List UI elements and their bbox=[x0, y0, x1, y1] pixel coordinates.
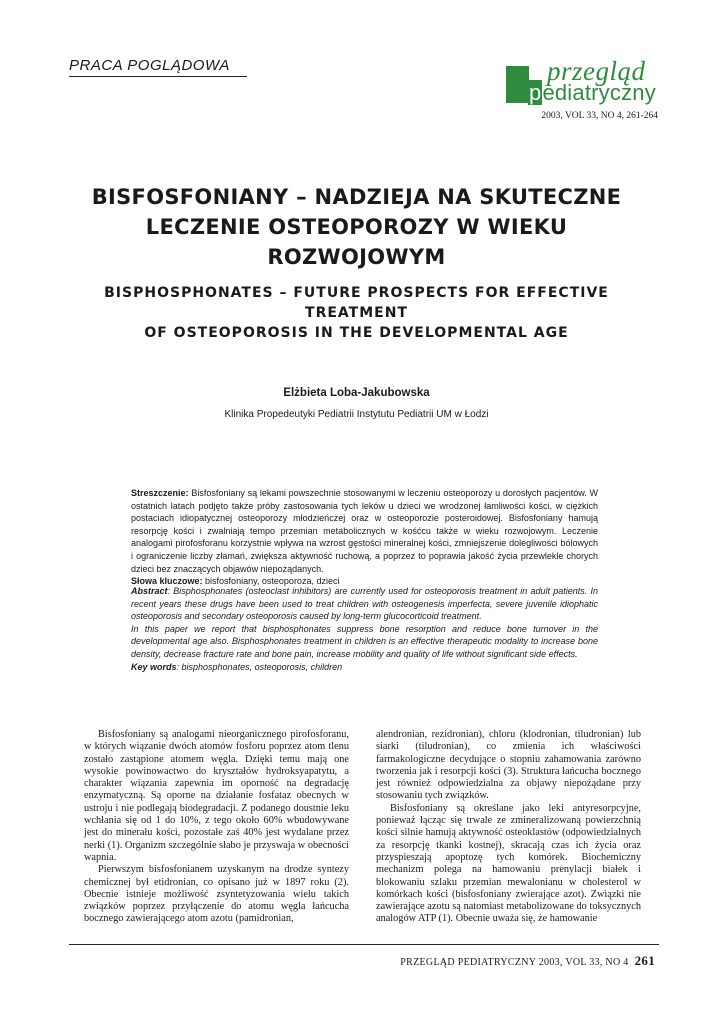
body-column-left bbox=[84, 729, 349, 926]
page-number: 261 bbox=[634, 953, 655, 968]
title-polish bbox=[60, 182, 653, 272]
abstract-en-label: Abstract bbox=[131, 586, 168, 596]
logo-text-rest: ediatryczny bbox=[542, 80, 656, 105]
title-pl-line-1: BISFOSFONIANY – NADZIEJA NA SKUTECZNE bbox=[91, 185, 622, 209]
citation: 2003, VOL 33, NO 4, 261-264 bbox=[541, 111, 658, 121]
title-en-line-2: OF OSTEOPOROSIS IN THE DEVELOPMENTAL AGE bbox=[144, 325, 569, 341]
logo-initial: p bbox=[529, 80, 542, 105]
title-english bbox=[55, 283, 658, 343]
logo-green-block bbox=[506, 66, 529, 103]
journal-logo bbox=[506, 58, 661, 108]
body-paragraph: Bisfosfoniany są określane jako leki antyresorpcyjne, ponieważ łącząc się trwale ze zmineralizowaną powierzchnią kości silnie hamują aktywność osteoklastów (odpowiedzialnych za resorpcję tkanki kostnej), skracają czas ich życia oraz przyspieszają apoptozę tych komórek. Biochemiczny mechanizm polega na hamowaniu prenylacji białek i blokowaniu szlaku przemian mewalonianu w cholesterol w komórkach kości (bisfosfoniany zwierające azot). Związki nie zawierające azotu są natomiast metabolizowane do toksycznych analogów ATP (1). Obecnie uważa się, że hamowanie bbox=[376, 802, 641, 925]
author-name: Elżbieta Loba-Jakubowska bbox=[283, 387, 430, 399]
body-paragraph: Pierwszym bisfosfonianem uzyskanym na drodze syntezy chemicznej był etidronian, co opisano już w 1897 roku (2). Obecnie istnieje możliwość zsyntetyzowania wielu takich związków poprzez przyłączenie do atomu węgla łańcucha bocznego zawierającego atom azotu (pamidronian, bbox=[84, 864, 349, 925]
keywords-en-label: Key words bbox=[131, 661, 177, 672]
abstract-en-p1: : Bisphosphonates (osteoclast inhibitors) are currently used for osteoporosis treatment in adult patients. In recent years these drugs have been used to treat children with osteogenesis imperfecta, severe juvenile idiophatic osteoporosis and secondary osteoporosis caused by long-term glucocorticoid treatment. bbox=[131, 586, 598, 622]
footer-divider bbox=[69, 944, 659, 945]
keywords-pl-label: Słowa kluczowe: bbox=[131, 576, 203, 587]
title-pl-line-3: ROZWOJOWYM bbox=[267, 245, 446, 269]
keywords-pl: bisfosfoniany, osteoporoza, dzieci bbox=[205, 576, 340, 587]
abstract-en-p2: In this paper we report that bisphosphonates suppress bone resorption and reduce bone turnover in the developmental age also. Bisphosphonates treatment in children is an effective therapeutic modality to increase bone density, decrease fracture rate and bone pain, increase mobility and quality of life without significant side effects. bbox=[131, 623, 598, 659]
footer-journal: PRZEGLĄD PEDIATRYCZNY 2003, VOL 33, NO 4 bbox=[400, 957, 629, 968]
section-label: PRACA POGLĄDOWA bbox=[69, 57, 247, 77]
abstract-pl-label: Streszczenie: bbox=[131, 488, 189, 498]
body-column-right bbox=[376, 729, 641, 926]
abstract-pl-text: Bisfosfoniany są lekami powszechnie stosowanymi w leczeniu osteoporozy u dorosłych pacjentów. W ostatnich latach podjęto także próby zastosowania tych leków u dzieci we wrodzonej łamliwości kości, w ciężkich postaciach idiopatycznej osteoporozy młodzieńczej oraz w osteoporozie posteroidowej. Bisfosfoniany hamują resorpcję kości i zwalniają tempo przemian metabolicznych w kośćcu także w wieku rozwojowym. Leczenie analogami pirofosforanu korzystnie wpływa na wzrost gęstości mineralnej kości, zmniejszenie dolegliwości bólowych i ograniczenie liczby złamań, zwiększa aktywność ruchową, a poprzez to poprawia jakość życia przewlekle chorych dzieci bez znaczących objawów niepożądanych. bbox=[131, 488, 598, 574]
keywords-en: : bisphosphonates, osteoporosis, children bbox=[176, 661, 343, 672]
page-footer bbox=[400, 953, 655, 969]
logo-text-top: przegląd bbox=[547, 56, 646, 86]
logo-text-bottom bbox=[528, 80, 656, 106]
author-affiliation: Klinika Propedeutyki Pediatrii Instytutu Pediatrii UM w Łodzi bbox=[224, 409, 489, 420]
abstract-polish bbox=[131, 487, 598, 588]
abstract-english bbox=[131, 585, 598, 673]
body-paragraph: alendronian, rezidronian), chloru (klodronian, tiludronian) lub siarki (tiludronian), co zmienia ich właściwości farmakologiczne decydujące o stopniu zahamowania zarówno tworzenia jak i resorpcji kości (3). Struktura łańcucha bocznego jest również odpowiedzialna za objawy niepożądane przy stosowaniu tych związków. bbox=[376, 729, 641, 802]
title-pl-line-2: LECZENIE OSTEOPOROZY W WIEKU bbox=[145, 215, 568, 239]
body-paragraph: Bisfosfoniany są analogami nieorganicznego pirofosforanu, w których wiązanie dwóch atomów fosforu poprzez atom tlenu zostało zastąpione atomem węgla. Dzięki temu mają one wysokie powinowactwo do kryształów hydroksyapatytu, a charakter wiązania zapewnia im oporność na degradację enzymatyczną. Są oporne na działanie fosfataz obecnych w ustroju i nie podlegają biodegradacji. Z podanego doustnie leku wchłania się od 1 do 10%, z tego około 60% wbudowywane jest do minerału kości, pozostałe zaś 40% jest wydalane przez nerki (1). Organizm szczególnie słabo je przyswaja w obecności wapnia. bbox=[84, 729, 349, 863]
title-en-line-1: BISPHOSPHONATES – FUTURE PROSPECTS FOR EFFECTIVE TREATMENT bbox=[104, 285, 609, 321]
